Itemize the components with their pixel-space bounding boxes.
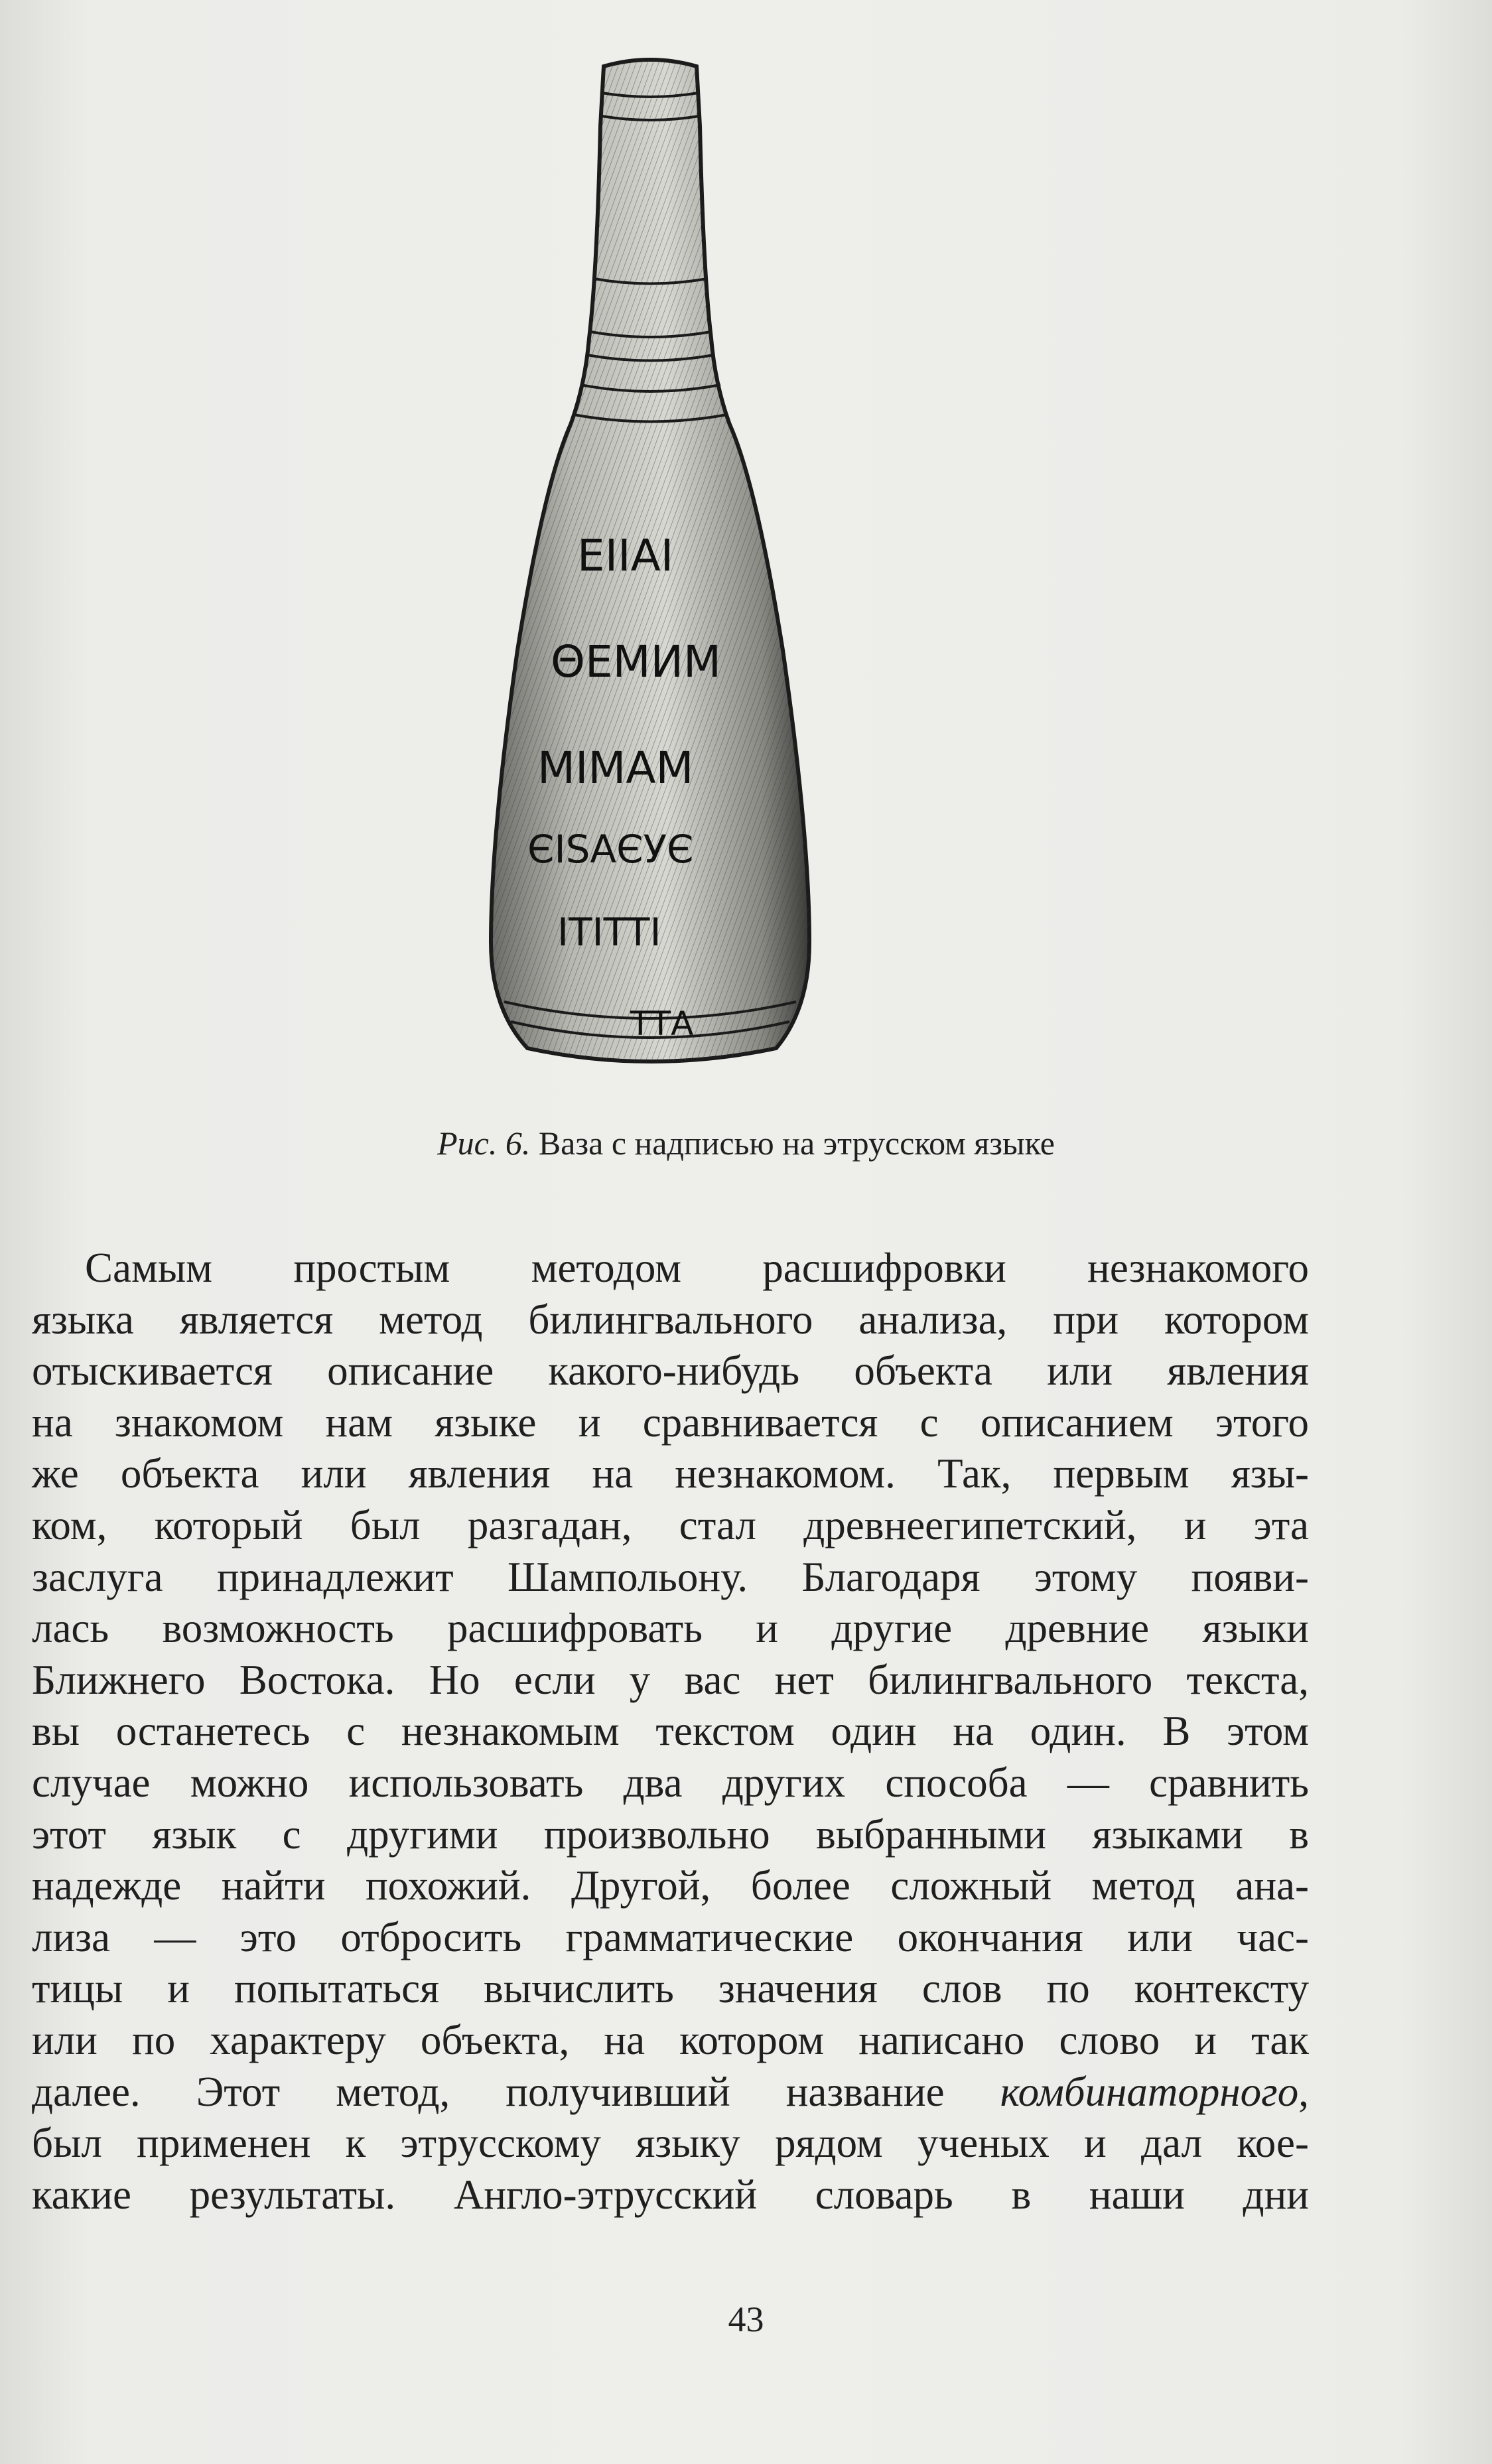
etruscan-vase-illustration — [464, 53, 836, 1088]
text-line: какие результаты. Англо-этрусский словарь в наши дни — [32, 2171, 1309, 2218]
svg-text:ΘЕМИМ: ΘЕМИМ — [551, 636, 721, 687]
text-line: Самым простым методом расшифровки незнакомого — [85, 1245, 1309, 1291]
svg-text:ЄIЅАЄУЄ: ЄIЅАЄУЄ — [527, 827, 694, 872]
svg-text:ITITTI: ITITTI — [557, 910, 661, 955]
text-line: на знакомом нам языке и сравнивается с описанием этого — [32, 1399, 1309, 1446]
text-line: был применен к этрусскому языку рядом ученых и дал кое- — [32, 2120, 1309, 2167]
text-line: лиза — это отбросить грамматические окончания или час- — [32, 1913, 1309, 1960]
svg-text:ТТА: ТТА — [630, 1004, 694, 1043]
text-line: отыскивается описание какого-нибудь объекта или явления — [32, 1347, 1309, 1395]
text-line: вы останетесь с незнакомым текстом один на один. В этом — [32, 1708, 1309, 1755]
italic-term: комбинаторного — [1000, 2068, 1299, 2115]
text-line-with-italic — [32, 2067, 1309, 2118]
text-line: лась возможность расшифровать и другие древние языки — [32, 1605, 1309, 1652]
figure-caption-label: Рис. 6. — [437, 1125, 531, 1162]
figure-caption — [0, 1123, 1492, 1163]
text-line: заслуга принадлежит Шампольону. Благодаря этому появи- — [32, 1553, 1309, 1600]
body-paragraph — [32, 1243, 1309, 2221]
text-line: Ближнего Востока. Но если у вас нет билингвального текста, — [32, 1656, 1309, 1703]
text-line: случае можно использовать два других способа — сравнить — [32, 1759, 1309, 1806]
text-line: же объекта или явления на незнакомом. Так, первым язы- — [32, 1450, 1309, 1497]
text-line: надежде найти похожий. Другой, более сложный метод ана- — [32, 1862, 1309, 1909]
text-line: ком, который был разгадан, стал древнеегипетский, и эта — [32, 1501, 1309, 1548]
text-line: или по характеру объекта, на котором написано слово и так — [32, 2016, 1309, 2063]
text-segment: , — [1298, 2068, 1309, 2115]
text-segment: далее. Этот метод, получивший название — [32, 2068, 1000, 2115]
text-line: языка является метод билингвального анализа, при котором — [32, 1296, 1309, 1343]
figure-caption-text: Ваза с надписью на этрусском языке — [538, 1125, 1055, 1162]
svg-text:EIIAI: EIIAI — [577, 530, 674, 581]
page-number: 43 — [728, 2299, 764, 2339]
svg-text:МIМАМ: МIМАМ — [537, 742, 694, 793]
text-line: этот язык с другими произвольно выбранными языками в — [32, 1811, 1309, 1858]
text-line: тицы и попытаться вычислить значения слов по контексту — [32, 1965, 1309, 2012]
